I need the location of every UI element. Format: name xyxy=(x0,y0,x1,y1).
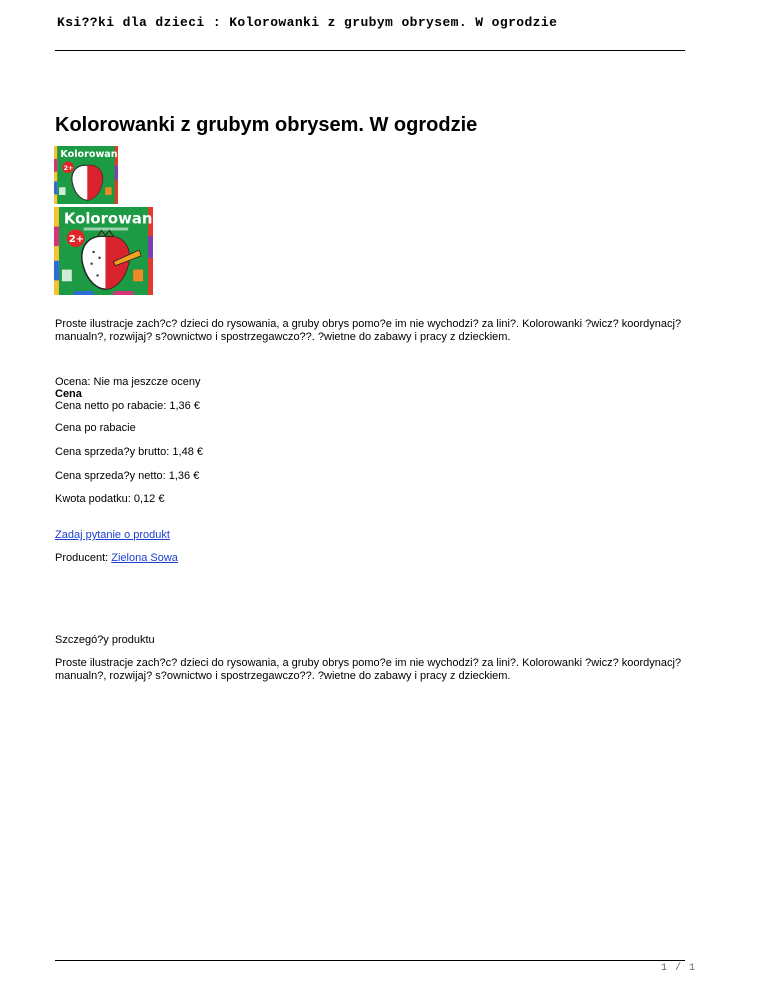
page-indicator: 1 / 1 xyxy=(661,963,697,974)
price-net: Cena sprzeda?y netto: 1,36 € xyxy=(55,470,200,482)
producer-label: Producent: xyxy=(55,552,112,564)
cover-title-text: Kolorowanki xyxy=(63,210,168,228)
cover-age-badge: 2+ xyxy=(63,163,74,172)
ask-question-link[interactable]: Zadaj pytanie o produkt xyxy=(55,529,170,541)
details-heading: Szczegó?y produktu xyxy=(55,634,155,646)
page-title: Kolorowanki z grubym obrysem. W ogrodzie xyxy=(55,114,478,136)
producer-link[interactable]: Zielona Sowa xyxy=(111,552,178,564)
price-gross: Cena sprzeda?y brutto: 1,48 € xyxy=(55,446,203,458)
document-header-title: Ksi??ki dla dzieci : Kolorowanki z grubym obrysem. W ogrodzie xyxy=(57,15,558,30)
header-divider xyxy=(55,50,685,51)
cover-age-badge: 2+ xyxy=(68,234,85,246)
ask-question-row xyxy=(55,529,170,542)
product-description: Proste ilustracje zach?c? dzieci do rysowania, a gruby obrys pomo?e im nie wychodzi? za lini?. Kolorowanki ?wicz? koordynacj? manualn?, rozwijaj? s?ownictwo i spostrzegawczo??. ?wietne do zabawy i pracy z dzieckiem. xyxy=(55,318,682,343)
price-net-after-discount: Cena netto po rabacie: 1,36 € xyxy=(55,400,200,412)
rating-text: Ocena: Nie ma jeszcze oceny xyxy=(55,376,201,388)
cover-title-text: Kolorowanki xyxy=(60,148,128,160)
footer-divider xyxy=(55,960,685,961)
cover-image-large[interactable] xyxy=(54,207,168,295)
cover-thumbnail-small[interactable] xyxy=(54,146,128,204)
producer-row xyxy=(55,552,178,565)
details-text: Proste ilustracje zach?c? dzieci do rysowania, a gruby obrys pomo?e im nie wychodzi? za lini?. Kolorowanki ?wicz? koordynacj? manualn?, rozwijaj? s?ownictwo i spostrzegawczo??. ?wietne do zabawy i pracy z dzieckiem. xyxy=(55,657,682,682)
tax-amount: Kwota podatku: 0,12 € xyxy=(55,493,165,505)
price-heading: Cena xyxy=(55,388,82,400)
price-after-discount-label: Cena po rabacie xyxy=(55,422,136,434)
